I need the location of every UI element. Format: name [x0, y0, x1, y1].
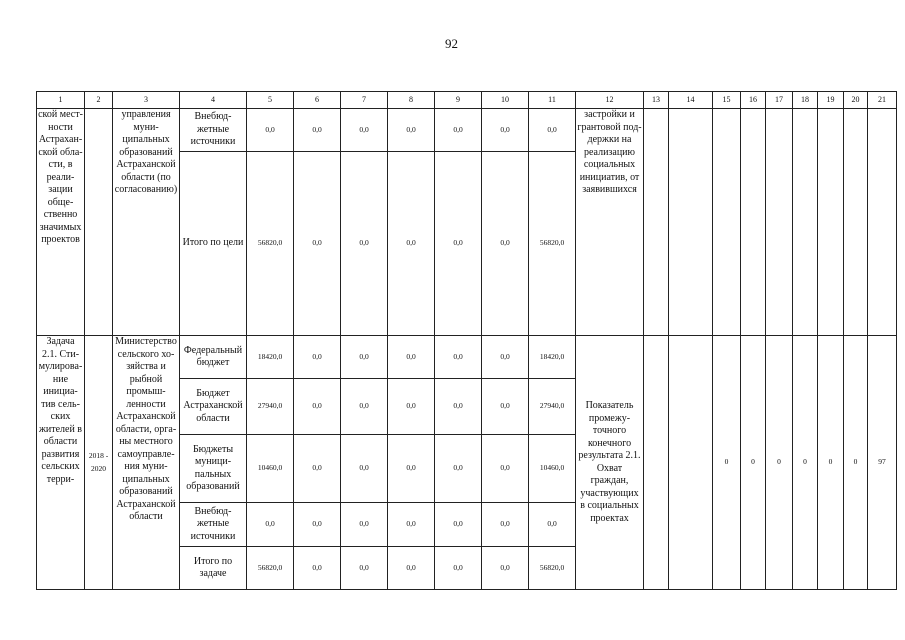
value-cell: 0,0 — [435, 336, 482, 379]
value-cell: 0,0 — [388, 379, 435, 435]
value-cell: 56820,0 — [247, 547, 294, 590]
indicator-cell: 0 — [741, 336, 766, 590]
value-cell: 0,0 — [529, 109, 576, 152]
col-header: 14 — [669, 92, 713, 109]
value-cell: 0,0 — [341, 379, 388, 435]
funding-source: Итого по задаче — [180, 547, 247, 590]
value-cell: 0,0 — [482, 379, 529, 435]
funding-source: Бюджеты муниципальных образований — [180, 435, 247, 503]
value-cell: 27940,0 — [529, 379, 576, 435]
column-number-row — [37, 92, 897, 109]
col-header: 6 — [294, 92, 341, 109]
value-cell: 0,0 — [294, 503, 341, 547]
value-cell: 0,0 — [341, 547, 388, 590]
indicator-cell — [669, 109, 713, 336]
indicator-cell — [844, 109, 868, 336]
value-cell: 0,0 — [388, 152, 435, 336]
indicator-cell — [741, 109, 766, 336]
value-cell: 0,0 — [435, 379, 482, 435]
indicator-cell: 97 — [868, 336, 897, 590]
col-header: 13 — [644, 92, 669, 109]
value-cell: 0,0 — [388, 336, 435, 379]
col-header: 4 — [180, 92, 247, 109]
col-header: 15 — [713, 92, 741, 109]
indicator-cell: 0 — [713, 336, 741, 590]
table-row — [37, 336, 897, 379]
col-header: 19 — [818, 92, 844, 109]
value-cell: 0,0 — [435, 435, 482, 503]
table-row — [37, 109, 897, 152]
funding-source: Бюджет Астраханской области — [180, 379, 247, 435]
goal-description: ской местности Астраханской области, в реализации общественно значимых проектов — [37, 109, 85, 336]
col-header: 20 — [844, 92, 868, 109]
indicator-cell: 0 — [766, 336, 793, 590]
indicator-cell: 0 — [793, 336, 818, 590]
value-cell: 0,0 — [482, 503, 529, 547]
col-header: 1 — [37, 92, 85, 109]
value-cell: 56820,0 — [529, 152, 576, 336]
indicator-cell: 0 — [818, 336, 844, 590]
program-table-wrapper — [36, 91, 897, 590]
value-cell: 0,0 — [388, 547, 435, 590]
period-cell — [85, 109, 113, 336]
value-cell: 0,0 — [435, 109, 482, 152]
value-cell: 0,0 — [435, 503, 482, 547]
col-header: 17 — [766, 92, 793, 109]
indicator-cell — [713, 109, 741, 336]
funding-source: Внебюджетные источники — [180, 109, 247, 152]
value-cell: 0,0 — [294, 152, 341, 336]
indicator-cell — [669, 336, 713, 590]
value-cell: 0,0 — [529, 503, 576, 547]
col-header: 9 — [435, 92, 482, 109]
col-header: 2 — [85, 92, 113, 109]
value-cell: 0,0 — [388, 435, 435, 503]
value-cell: 10460,0 — [247, 435, 294, 503]
col-header: 11 — [529, 92, 576, 109]
col-header: 8 — [388, 92, 435, 109]
value-cell: 0,0 — [294, 336, 341, 379]
value-cell: 0,0 — [294, 435, 341, 503]
task-description: Задача 2.1. Стимулирование инициатив сельских жителей в области развития сельских терри- — [37, 336, 85, 590]
value-cell: 0,0 — [341, 336, 388, 379]
value-cell: 0,0 — [388, 503, 435, 547]
value-cell: 0,0 — [341, 109, 388, 152]
value-cell: 0,0 — [294, 109, 341, 152]
indicator-cell — [793, 109, 818, 336]
col-header: 16 — [741, 92, 766, 109]
indicator-cell — [868, 109, 897, 336]
value-cell: 0,0 — [482, 435, 529, 503]
col-header: 18 — [793, 92, 818, 109]
value-cell: 0,0 — [341, 503, 388, 547]
value-cell: 18420,0 — [247, 336, 294, 379]
period-cell: 2018 - 2020 — [85, 336, 113, 590]
value-cell: 0,0 — [435, 547, 482, 590]
value-cell: 0,0 — [388, 109, 435, 152]
executor-cell: управления муниципальных образований Астраханской области (по согласованию) — [113, 109, 180, 336]
col-header: 10 — [482, 92, 529, 109]
indicator-cell — [818, 109, 844, 336]
funding-source: Внебюджетные источники — [180, 503, 247, 547]
value-cell: 0,0 — [482, 109, 529, 152]
page-number: 92 — [445, 36, 458, 51]
value-cell: 0,0 — [247, 109, 294, 152]
indicator-description: Показатель промежуточного конечного результата 2.1. Охват граждан, участвующих в социальных проектах — [576, 336, 644, 590]
indicator-cell — [644, 109, 669, 336]
indicator-cell — [766, 109, 793, 336]
col-header: 3 — [113, 92, 180, 109]
value-cell: 0,0 — [341, 435, 388, 503]
funding-source: Федеральный бюджет — [180, 336, 247, 379]
value-cell: 0,0 — [482, 336, 529, 379]
value-cell: 0,0 — [435, 152, 482, 336]
col-header: 7 — [341, 92, 388, 109]
col-header: 5 — [247, 92, 294, 109]
value-cell: 0,0 — [294, 547, 341, 590]
value-cell: 0,0 — [482, 152, 529, 336]
col-header: 12 — [576, 92, 644, 109]
value-cell: 0,0 — [247, 503, 294, 547]
executor-cell: Министерство сельского хозяйства и рыбной промышленности Астраханской области, органы местного самоуправления муниципальных образований Астраханской области — [113, 336, 180, 590]
indicator-cell — [644, 336, 669, 590]
value-cell: 56820,0 — [529, 547, 576, 590]
value-cell: 10460,0 — [529, 435, 576, 503]
value-cell: 0,0 — [341, 152, 388, 336]
indicator-cell: 0 — [844, 336, 868, 590]
funding-source: Итого по цели — [180, 152, 247, 336]
value-cell: 0,0 — [294, 379, 341, 435]
value-cell: 56820,0 — [247, 152, 294, 336]
indicator-description: застройки и грантoвой поддержки на реализацию социальных инициатив, от заявившихся — [576, 109, 644, 336]
value-cell: 18420,0 — [529, 336, 576, 379]
program-table — [36, 91, 897, 590]
value-cell: 0,0 — [482, 547, 529, 590]
value-cell: 27940,0 — [247, 379, 294, 435]
col-header: 21 — [868, 92, 897, 109]
